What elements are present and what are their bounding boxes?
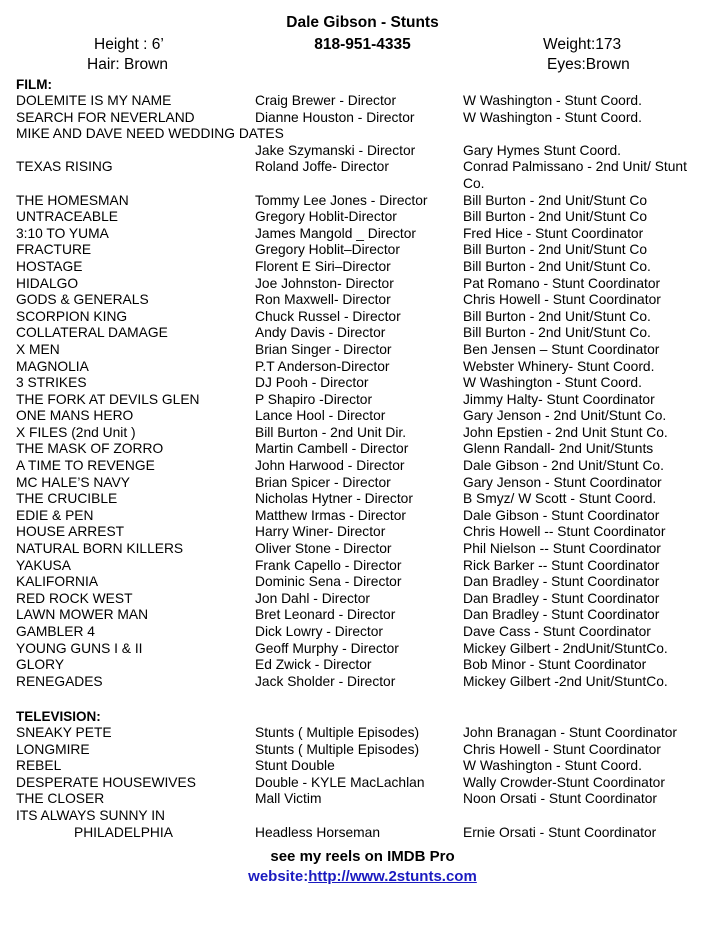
credit-coordinator: Bill Burton - 2nd Unit/Stunt Co. <box>463 325 651 341</box>
website-link[interactable]: http://www.2stunts.com <box>308 868 477 885</box>
credit-role: Nicholas Hytner - Director <box>255 491 413 507</box>
credit-role: Stunt Double <box>255 758 335 774</box>
credit-coordinator: Webster Whinery- Stunt Coord. <box>463 358 655 374</box>
credit-row <box>16 259 716 276</box>
credit-row <box>16 143 716 160</box>
credit-coordinator: Dan Bradley - Stunt Coordinator <box>463 607 660 623</box>
credit-coordinator: Ernie Orsati - Stunt Coordinator <box>463 824 657 840</box>
credit-role: Chuck Russel - Director <box>255 308 401 324</box>
credit-coordinator: Pat Romano - Stunt Coordinator <box>463 275 661 291</box>
credit-coordinator: Glenn Randall- 2nd Unit/Stunts <box>463 441 654 457</box>
credit-title: COLLATERAL DAMAGE <box>16 325 168 341</box>
credit-title: ONE MANS HERO <box>16 408 134 424</box>
credit-role: Harry Winer- Director <box>255 524 386 540</box>
credit-role: DJ Pooh - Director <box>255 375 369 391</box>
eyes-stat: Eyes:Brown <box>547 56 630 73</box>
credit-coordinator: Bill Burton - 2nd Unit/Stunt Co. <box>463 258 651 274</box>
credit-role: Martin Cambell - Director <box>255 441 409 457</box>
credit-role: Ron Maxwell- Director <box>255 292 391 308</box>
credit-row <box>16 242 716 259</box>
credit-title: REBEL <box>16 758 62 774</box>
credit-role: Gregory Hoblit-Director <box>255 209 397 225</box>
credit-role: Stunts ( Multiple Episodes) <box>255 725 420 740</box>
credit-coordinator: Bill Burton - 2nd Unit/Stunt Co <box>463 192 648 208</box>
credit-row <box>16 425 716 442</box>
credit-role: Jack Sholder - Director <box>255 673 396 689</box>
credit-role: Craig Brewer - Director <box>255 93 397 108</box>
credit-title: RED ROCK WEST <box>16 590 133 606</box>
credit-role: Dick Lowry - Director <box>255 624 384 639</box>
credit-row <box>16 126 716 143</box>
credit-row <box>16 93 716 110</box>
credit-title: ITS ALWAYS SUNNY IN <box>16 807 165 823</box>
credit-title: NATURAL BORN KILLERS <box>16 541 184 557</box>
credit-row <box>16 524 716 541</box>
credit-title: SCORPION KING <box>16 308 128 324</box>
credit-role: P.T Anderson-Director <box>255 358 390 374</box>
credit-title: DESPERATE HOUSEWIVES <box>16 774 196 790</box>
credit-role: John Harwood - Director <box>255 458 405 474</box>
credit-coordinator: Dan Bradley - Stunt Coordinator <box>463 574 660 590</box>
credit-row <box>16 325 716 342</box>
credit-title: TEXAS RISING <box>16 159 113 175</box>
credit-row <box>16 209 716 226</box>
credit-row <box>16 775 716 792</box>
credit-title: MIKE AND DAVE NEED WEDDING DATES <box>16 126 284 142</box>
credit-role: Brian Singer - Director <box>255 341 392 357</box>
credit-coordinator: Fred Hice - Stunt Coordinator <box>463 225 644 241</box>
credit-role: Roland Joffe- Director <box>255 159 389 175</box>
television-credits <box>16 725 716 841</box>
credit-coordinator: Jimmy Halty- Stunt Coordinator <box>463 391 655 407</box>
credit-coordinator: Dale Gibson - Stunt Coordinator <box>463 507 660 523</box>
credit-title: A TIME TO REVENGE <box>16 458 155 474</box>
television-section-label: TELEVISION: <box>16 709 101 724</box>
credit-coordinator: Dale Gibson - 2nd Unit/Stunt Co. <box>463 458 664 474</box>
credit-title: GLORY <box>16 657 65 673</box>
credit-role: Florent E Siri–Director <box>255 258 391 274</box>
credit-row <box>16 392 716 409</box>
reels-note: see my reels on IMDB Pro <box>270 848 455 865</box>
credit-row <box>16 574 716 591</box>
credit-coordinator: John Epstien - 2nd Unit Stunt Co. <box>463 424 668 440</box>
credit-coordinator: Bob Minor - Stunt Coordinator <box>463 657 647 673</box>
credit-title: X MEN <box>16 341 60 357</box>
credit-title: DOLEMITE IS MY NAME <box>16 93 172 108</box>
height-stat: Height : 6’ <box>94 36 164 53</box>
credit-row <box>16 276 716 293</box>
credit-role: Jon Dahl - Director <box>255 590 371 606</box>
credit-coordinator: Phil Nielson -- Stunt Coordinator <box>463 541 661 557</box>
credit-title: GODS & GENERALS <box>16 292 149 308</box>
credit-title: MAGNOLIA <box>16 358 89 374</box>
credit-row <box>16 742 716 759</box>
credit-row <box>16 657 716 674</box>
credit-coordinator: Gary Jenson - 2nd Unit/Stunt Co. <box>463 408 667 424</box>
credit-coordinator: Wally Crowder-Stunt Coordinator <box>463 774 665 790</box>
credit-coordinator: Ben Jensen – Stunt Coordinator <box>463 341 660 357</box>
credit-role: Andy Davis - Director <box>255 325 386 341</box>
credit-row <box>16 292 716 309</box>
credit-title: THE HOMESMAN <box>16 192 129 208</box>
credit-role: Dominic Sena - Director <box>255 574 402 590</box>
credit-role: P Shapiro -Director <box>255 391 373 407</box>
credit-title: X FILES (2nd Unit ) <box>16 424 136 440</box>
credit-title: HOSTAGE <box>16 258 83 274</box>
credit-coordinator: Chris Howell - Stunt Coordinator <box>463 292 661 308</box>
credit-coordinator: W Washington - Stunt Coord. <box>463 109 642 125</box>
credit-title: THE FORK AT DEVILS GLEN <box>16 391 200 407</box>
hair-stat: Hair: Brown <box>87 56 168 73</box>
credit-role: Headless Horseman <box>255 824 380 840</box>
credit-title: SNEAKY PETE <box>16 725 112 740</box>
weight-stat: Weight:173 <box>543 36 622 53</box>
credit-row <box>16 674 716 691</box>
credit-coordinator: W Washington - Stunt Coord. <box>463 93 642 108</box>
credit-role: Geoff Murphy - Director <box>255 640 399 656</box>
credit-role: Oliver Stone - Director <box>255 541 392 557</box>
credit-title: LONGMIRE <box>16 741 90 757</box>
credit-title: HIDALGO <box>16 275 79 291</box>
credit-coordinator: Bill Burton - 2nd Unit/Stunt Co. <box>463 308 651 324</box>
credit-row <box>16 342 716 359</box>
credit-row <box>16 193 716 210</box>
credit-row <box>16 558 716 575</box>
credit-title: PHILADELPHIA <box>74 824 173 840</box>
credit-title: MC HALE’S NAVY <box>16 474 130 490</box>
credit-title: SEARCH FOR NEVERLAND <box>16 109 195 125</box>
credit-row <box>16 825 716 842</box>
credit-row <box>16 110 716 127</box>
credit-role: Stunts ( Multiple Episodes) <box>255 741 420 757</box>
credit-row <box>16 541 716 558</box>
credit-coordinator: Chris Howell - Stunt Coordinator <box>463 741 661 757</box>
credit-row <box>16 758 716 775</box>
credit-row <box>16 508 716 525</box>
credit-role: Tommy Lee Jones - Director <box>255 192 428 208</box>
credit-row <box>16 641 716 658</box>
credit-row <box>16 491 716 508</box>
credit-row <box>16 359 716 376</box>
credit-row <box>16 475 716 492</box>
credit-coordinator: W Washington - Stunt Coord. <box>463 758 642 774</box>
credit-row <box>16 441 716 458</box>
credit-role: Joe Johnston- Director <box>255 275 394 291</box>
website-line <box>0 868 725 885</box>
credit-title: FRACTURE <box>16 242 92 258</box>
phone-number: 818-951-4335 <box>314 36 411 53</box>
credit-role: Lance Hool - Director <box>255 408 386 424</box>
resume-name: Dale Gibson - Stunts <box>286 14 439 31</box>
credit-role: Jake Szymanski - Director <box>255 142 416 158</box>
credit-role: Ed Zwick - Director <box>255 657 372 673</box>
film-credits <box>16 93 716 690</box>
credit-title: THE CLOSER <box>16 791 105 807</box>
credit-role: Frank Capello - Director <box>255 557 402 573</box>
credit-row <box>16 725 716 742</box>
credit-role: Bill Burton - 2nd Unit Dir. <box>255 424 407 440</box>
credit-row <box>16 226 716 243</box>
credit-coordinator: W Washington - Stunt Coord. <box>463 375 642 391</box>
credit-title: THE CRUCIBLE <box>16 491 118 507</box>
credit-row <box>16 808 716 825</box>
credit-coordinator: Dan Bradley - Stunt Coordinator <box>463 590 660 606</box>
credit-coordinator: Conrad Palmissano - 2nd Unit/ Stunt Co. <box>463 159 687 191</box>
credit-row <box>16 458 716 475</box>
website-label: website: <box>248 868 309 885</box>
credit-coordinator: B Smyz/ W Scott - Stunt Coord. <box>463 491 657 507</box>
credit-role: Gregory Hoblit–Director <box>255 242 400 258</box>
credit-coordinator: Mickey Gilbert -2nd Unit/StuntCo. <box>463 673 668 689</box>
credit-title: HOUSE ARREST <box>16 524 125 540</box>
credit-title: LAWN MOWER MAN <box>16 607 149 623</box>
credit-coordinator: Gary Hymes Stunt Coord. <box>463 142 621 158</box>
credit-title: KALIFORNIA <box>16 574 99 590</box>
credit-role: Mall Victim <box>255 791 322 807</box>
credit-row <box>16 624 716 641</box>
credit-row <box>16 791 716 808</box>
credit-title: UNTRACEABLE <box>16 209 118 225</box>
credit-title: 3:10 TO YUMA <box>16 225 109 241</box>
credit-coordinator: Dave Cass - Stunt Coordinator <box>463 624 651 639</box>
credit-role: Double - KYLE MacLachlan <box>255 774 425 790</box>
credit-row <box>16 591 716 608</box>
credit-coordinator: Mickey Gilbert - 2ndUnit/StuntCo. <box>463 640 668 656</box>
credit-role: Bret Leonard - Director <box>255 607 396 623</box>
credit-row <box>16 408 716 425</box>
film-section-label: FILM: <box>16 77 52 92</box>
credit-row <box>16 309 716 326</box>
credit-coordinator: Chris Howell -- Stunt Coordinator <box>463 524 666 540</box>
credit-row <box>16 607 716 624</box>
credit-coordinator: Bill Burton - 2nd Unit/Stunt Co <box>463 242 648 258</box>
credit-title: GAMBLER 4 <box>16 624 95 639</box>
credit-coordinator: Noon Orsati - Stunt Coordinator <box>463 791 658 807</box>
credit-title: 3 STRIKES <box>16 375 87 391</box>
credit-coordinator: Rick Barker -- Stunt Coordinator <box>463 557 660 573</box>
credit-title: RENEGADES <box>16 673 103 689</box>
credit-role: Brian Spicer - Director <box>255 474 391 490</box>
credit-title: EDIE & PEN <box>16 507 94 523</box>
credit-coordinator: John Branagan - Stunt Coordinator <box>463 725 677 740</box>
credit-title: THE MASK OF ZORRO <box>16 441 164 457</box>
credit-role: James Mangold _ Director <box>255 225 417 241</box>
credit-row <box>16 375 716 392</box>
credit-role: Matthew Irmas - Director <box>255 507 407 523</box>
credit-coordinator: Gary Jenson - Stunt Coordinator <box>463 474 662 490</box>
credit-row <box>16 159 716 192</box>
credit-role: Dianne Houston - Director <box>255 109 415 125</box>
credit-title: YAKUSA <box>16 557 71 573</box>
credit-title: YOUNG GUNS I & II <box>16 640 143 656</box>
credit-coordinator: Bill Burton - 2nd Unit/Stunt Co <box>463 209 648 225</box>
